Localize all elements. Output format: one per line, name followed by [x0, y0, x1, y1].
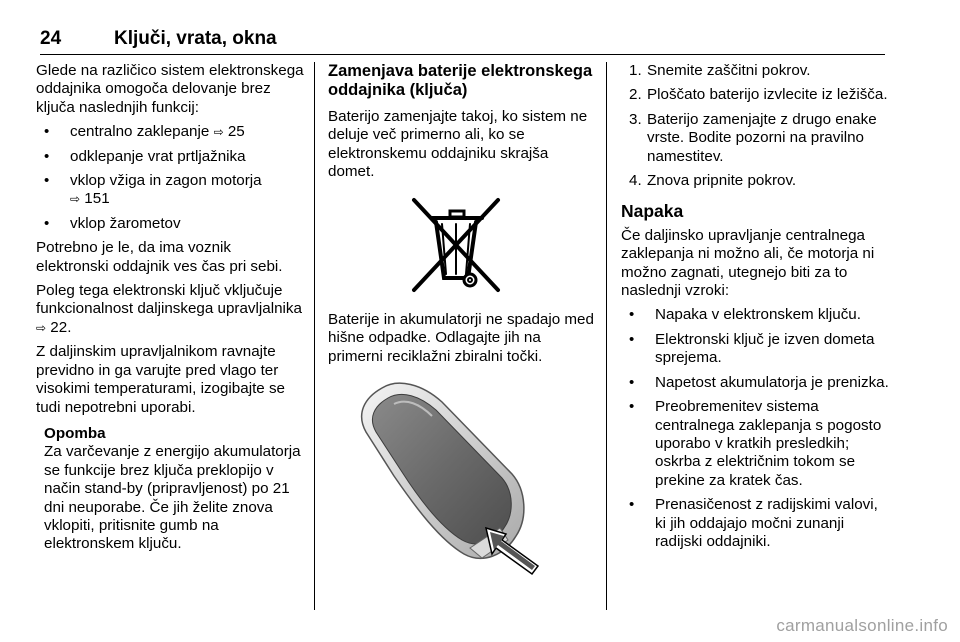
list-item: • Napetost akumulatorja je prenizka.	[621, 374, 889, 392]
note-text: Za varčevanje z energijo akumulatorja se funkcije brez ključa preklopijo v način stand-by (pripravljenost) po 21 dni neuporabe. Če jih želite znova vklopiti, pritisnite gumb na elektronskem ključu.	[44, 443, 301, 553]
arrow-reference-icon: ⇨	[213, 125, 224, 140]
paragraph: Če daljinsko upravljanje centralnega zaklepanja ni možno ali, če motorja ni možno zagnati, utegnejo biti za to naslednji vzroki:	[621, 226, 875, 300]
column-middle	[328, 62, 596, 594]
list-item: • Prenasičenost z radijskimi valovi, ki jih oddajajo močni zunanji radijski oddajniki.	[621, 496, 889, 551]
step-list	[621, 62, 889, 190]
note-box	[36, 425, 304, 554]
paragraph: Poleg tega elektronski ključ vključuje funkcionalnost daljinskega upravljalnika ⇨ 22.	[36, 282, 302, 336]
list-item: • Napaka v elektronskem ključu.	[621, 306, 889, 324]
list-item: • vklop vžiga in zagon motorja ⇨ 151	[36, 172, 304, 209]
arrow-reference-icon: ⇨	[36, 320, 47, 335]
column-right	[621, 62, 889, 557]
list-item: • odklepanje vrat prtljažnika	[36, 148, 304, 166]
watermark: carmanualsonline.info	[776, 616, 948, 635]
arrow-reference-icon: ⇨	[70, 192, 81, 207]
column-divider	[314, 62, 315, 610]
column-divider	[606, 62, 607, 610]
electronic-key-fob-illustration	[330, 378, 592, 588]
list-item: • Elektronski ključ je izven dometa sprejema.	[621, 331, 889, 368]
function-list	[36, 123, 304, 233]
page-reference[interactable]: 151	[84, 190, 110, 208]
section-heading: Napaka	[621, 201, 684, 222]
paragraph: Z daljinskim upravljalnikom ravnajte previdno in ga varujte pred vlago ter visokimi temperaturami, izogibajte se tudi nepotrebni uporabi.	[36, 343, 285, 416]
page-number: 24	[40, 28, 62, 49]
page-reference[interactable]: 25	[227, 123, 245, 141]
page-header	[40, 28, 885, 55]
list-item: • centralno zaklepanje ⇨ 25	[36, 123, 304, 141]
cause-list	[621, 306, 889, 551]
paragraph: Potrebno je le, da ima voznik elektronski oddajnik ves čas pri sebi.	[36, 239, 283, 275]
list-item: 2. Ploščato baterijo izvlecite iz ležišča.	[629, 86, 888, 104]
section-heading: Zamenjava baterije elektronskega oddajnika (ključa)	[328, 62, 593, 99]
page-title: Ključi, vrata, okna	[114, 28, 277, 49]
paragraph: Baterije in akumulatorji ne spadajo med hišne odpadke. Odlagajte jih na primerni reciklažni zbiralni točki.	[328, 311, 594, 365]
paragraph: Baterijo zamenjajte takoj, ko sistem ne deluje več primerno ali, ko se elektronskemu oddajniku skrajša domet.	[328, 108, 588, 181]
list-item: • Preobremenitev sistema centralnega zaklepanja s pogosto uporabo v kratkih presledkih; oskrba z električnim tokom se prekine za kratek čas.	[621, 398, 889, 490]
intro-paragraph: Glede na različico sistem elektronskega oddajnika omogoča delovanje brez ključa naslednjih funkcij:	[36, 62, 304, 116]
list-item: 3. Baterijo zamenjajte z drugo enake vrste. Bodite pozorni na pravilno namestitev.	[629, 110, 877, 165]
list-item: • vklop žarometov	[36, 215, 304, 233]
page-reference[interactable]: 22.	[50, 318, 72, 336]
note-title: Opomba	[44, 424, 106, 442]
bin-figure	[328, 194, 596, 301]
list-item: 1. Snemite zaščitni pokrov.	[629, 62, 811, 79]
list-item: 4. Znova pripnite pokrov.	[629, 172, 797, 190]
crossed-out-wheelie-bin-icon	[404, 194, 508, 296]
column-left	[36, 62, 304, 554]
key-fob-figure	[330, 378, 596, 593]
